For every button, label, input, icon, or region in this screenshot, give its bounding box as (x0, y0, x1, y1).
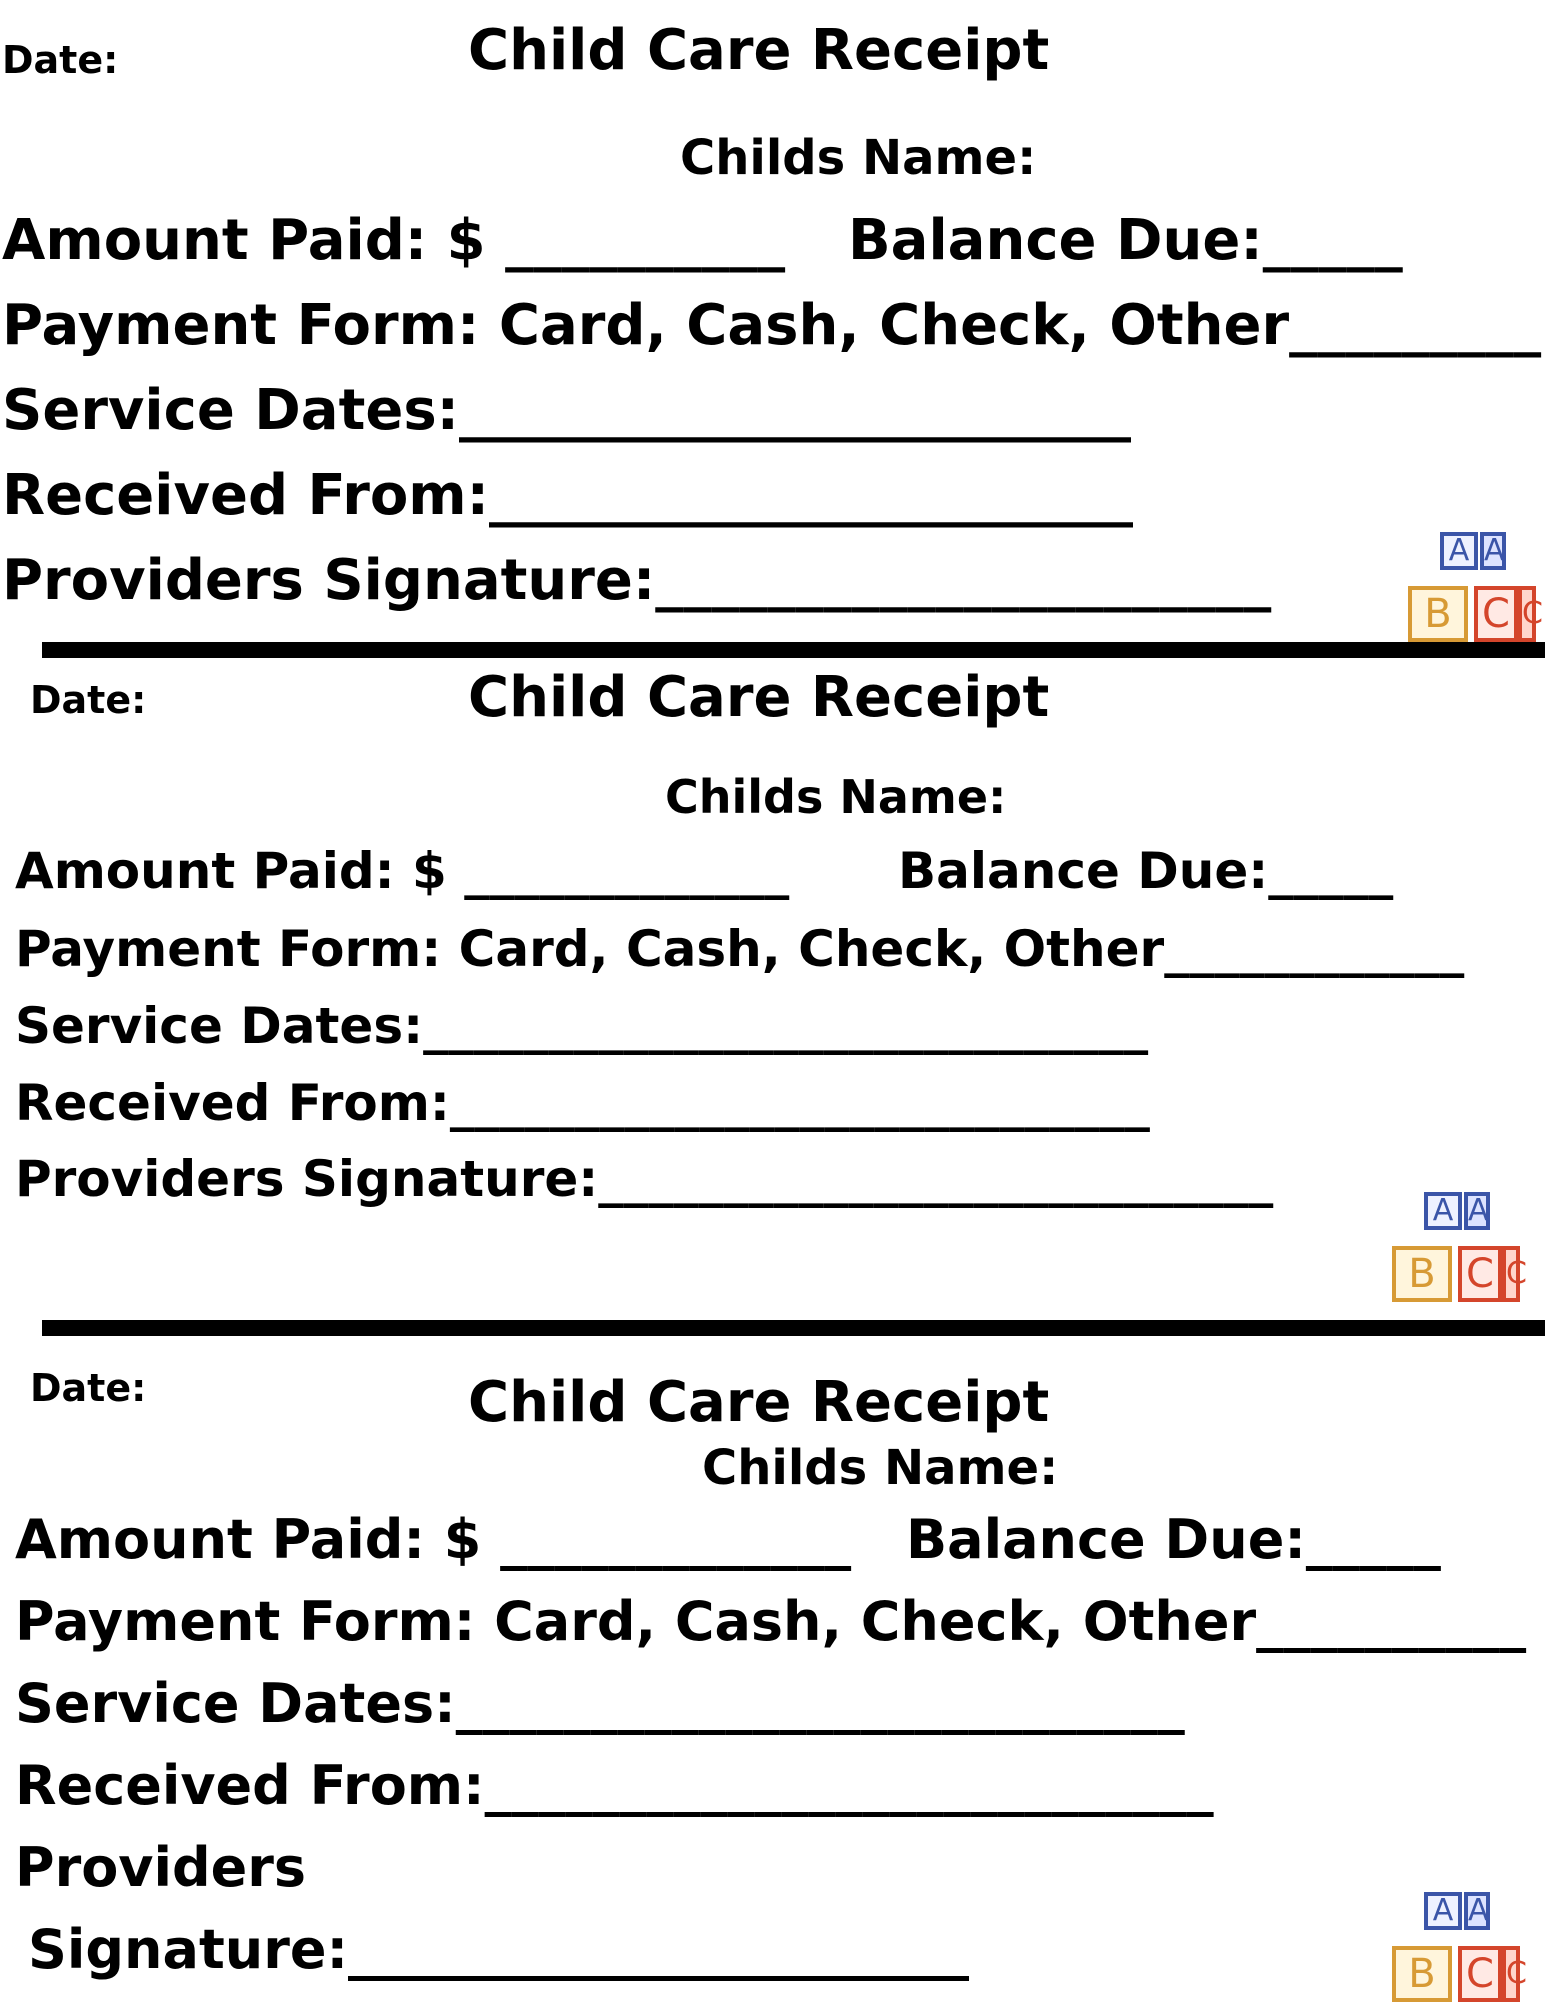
block-c-icon: C (1458, 1246, 1502, 1302)
divider-line (42, 1320, 1545, 1336)
block-c-side-icon: C (1502, 1946, 1520, 2002)
balance-due-field: Balance Due:_____ (906, 1508, 1441, 1571)
receipt-title: Child Care Receipt (468, 18, 1050, 83)
service-dates-field: Service Dates:___________________________ (15, 1672, 1185, 1735)
providers-label: Providers (15, 1836, 307, 1899)
date-label: Date: (30, 1366, 147, 1410)
block-c-side-icon: C (1518, 586, 1536, 642)
abc-blocks-icon (1408, 532, 1543, 644)
service-dates-field: Service Dates:_____________________________ (15, 997, 1149, 1055)
block-b-icon: B (1392, 1946, 1452, 2002)
balance-due-field: Balance Due:_____ (898, 842, 1394, 900)
amount-paid-field: Amount Paid: $ _____________ (15, 1508, 852, 1571)
childs-name-label: Childs Name: (680, 130, 1037, 186)
payment-form-field: Payment Form: Card, Cash, Check, Other_________ (2, 293, 1542, 358)
block-a-icon: A (1424, 1892, 1462, 1930)
balance-due-field: Balance Due:_____ (848, 208, 1403, 273)
block-c-icon: C (1474, 586, 1518, 642)
receipt-title: Child Care Receipt (468, 1370, 1050, 1435)
received-from-field: Received From:___________________________ (15, 1754, 1214, 1817)
block-a-side-icon: A (1480, 532, 1506, 570)
receipt-3 (0, 1336, 1545, 2000)
childs-name-label: Childs Name: (702, 1440, 1059, 1496)
childs-name-label: Childs Name: (665, 770, 1007, 824)
date-label: Date: (2, 38, 119, 82)
block-c-icon: C (1458, 1946, 1502, 2002)
receipt-2 (0, 660, 1545, 1320)
date-label: Date: (30, 678, 147, 722)
abc-blocks-icon (1392, 1192, 1527, 1304)
block-a-side-icon: A (1464, 1892, 1490, 1930)
block-b-icon: B (1392, 1246, 1452, 1302)
payment-form-field: Payment Form: Card, Cash, Check, Other__________ (15, 1590, 1527, 1653)
payment-form-field: Payment Form: Card, Cash, Check, Other____________ (15, 920, 1465, 978)
block-c-side-icon: C (1502, 1246, 1520, 1302)
providers-signature-field: Providers Signature:______________________ (2, 548, 1272, 613)
received-from-field: Received From:_______________________ (2, 463, 1134, 528)
divider-line (42, 642, 1545, 658)
providers-signature-field: Providers Signature:___________________________ (15, 1150, 1274, 1208)
receipt-1 (0, 0, 1545, 660)
block-a-icon: A (1424, 1192, 1462, 1230)
received-from-field: Received From:____________________________ (15, 1074, 1150, 1132)
block-b-icon: B (1408, 586, 1468, 642)
signature-field: Signature:_______________________ (28, 1918, 970, 1981)
amount-paid-field: Amount Paid: $ _____________ (15, 842, 790, 900)
abc-blocks-icon (1392, 1892, 1527, 2004)
amount-paid-field: Amount Paid: $ __________ (2, 208, 786, 273)
block-a-icon: A (1440, 532, 1478, 570)
block-a-side-icon: A (1464, 1192, 1490, 1230)
receipt-title: Child Care Receipt (468, 665, 1050, 730)
service-dates-field: Service Dates:________________________ (2, 378, 1132, 443)
